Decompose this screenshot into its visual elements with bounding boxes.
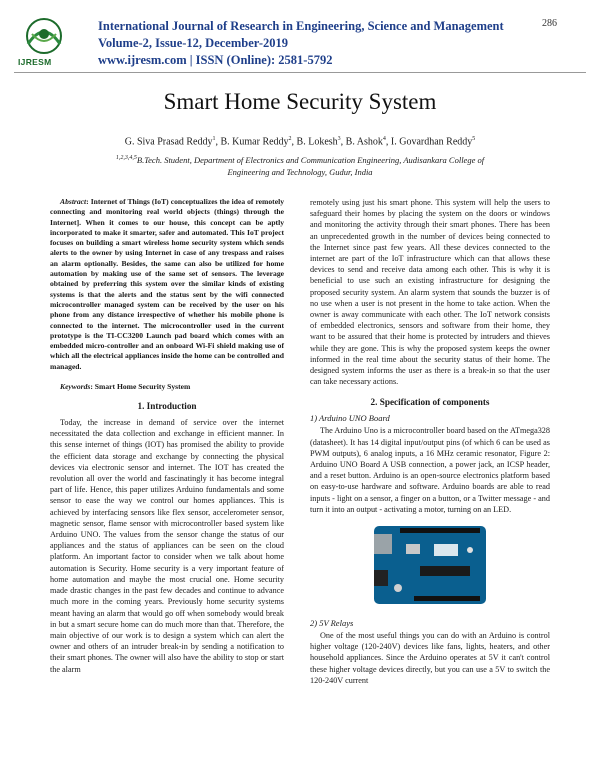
relay-paragraph: One of the most useful things you can do with an Arduino is control higher voltage (120-240V) devices like fans, lights, heaters, and other household appliances. Since the Arduino operates at 5V it can't control these higher voltage devices directly, but you can use a 5V to switch the 120-240V current: [310, 631, 550, 685]
paper-authors: G. Siva Prasad Reddy$^1$, B. Kumar Reddy$^2$, B. Lokesh$^3$, B. Ashok$^4$, I. Govardhan Reddy$^5$: [124, 136, 476, 148]
arduino-subheading: 1) Arduino UNO Board: [310, 413, 390, 424]
page-number: 286: [542, 18, 557, 29]
right-column: [310, 197, 550, 686]
journal-name: International Journal of Research in Engineering, Science and Management: [98, 19, 504, 33]
abstract: [50, 197, 284, 372]
journal-logo: [14, 14, 74, 60]
header-rule: [14, 72, 586, 73]
keywords-label: Keywords: [60, 382, 91, 392]
paper-title: Smart Home Security System: [163, 89, 437, 114]
paper-affiliation: [0, 152, 600, 178]
keywords: [50, 382, 284, 391]
journal-volume: Volume-2, Issue-12, December-2019: [98, 36, 289, 50]
intro-heading: 1. Introduction: [137, 401, 197, 412]
intro-paragraph: Today, the increase in demand of service over the internet necessitated the data collection and exchange in efficient manner. In this sense internet of things (IOT) has promised the ability to provide the efficient data storage and exchange by connecting the physical devices via electronic sensor and internet. The IOT has created the revolution all over the world and fascinatingly it has become integral part of life. Hence, this paper utilizes Arduino fundamentals and some sensor to ease the way we control our homes appliances. This is achieved by interfacing sensors like flex sensor, accelerometer sensor, magnetic sensor, flame sensor with microcontroller based system like Arduino UNO. The values from the sensor change the status of our appliances and the status of appliances can be seen on the cloud platform. An important factor to consider when we talk about home automation is Security. Home security is a very important feature of home automation and maybe the most crucial one. Home security made drastic changes in the past few decades and continue to advance much more in the coming years. Previously home security systems meant having an alarm that would go off when somebody would break in but a smart secure home can do much more than that. Therefore, the main objective of our work is to design a system which can alert the owner and others of an intruder break-in by sending a notification to their smart phones. The owner will also have the ability to stop or start the alarm: [50, 418, 284, 674]
keywords-text: : Smart Home Security System: [90, 382, 191, 392]
arduino-paragraph: The Arduino Uno is a microcontroller board based on the ATmega328 (datasheet). It has 14 digital input/output pins (of which 6 can be used as PWM outputs), 6 analog inputs, a 16 MHz ceramic resonator, Figure 2: Arduino UNO Board A USB connection, a power jack, an ICSP header, and a reset button. Arduino is an open-source electronics platform based on easy-to-use hardware and software. Arduino boards are able to read inputs - light on a sensor, a finger on a button, or a Twitter message - and turn it into an output - activating a motor, turning on an LED.: [310, 426, 550, 514]
logo-text: IJRESM: [18, 57, 52, 67]
journal-website: www.ijresm.com | ISSN (Online): 2581-5792: [98, 53, 333, 67]
arduino-board-image: [370, 520, 490, 610]
intro-continuation: remotely using just his smart phone. This system will help the users to safeguard their homes by placing the system on the doors or windows and monitoring the activity through their smart phones. There has been an unprecedented growth in the number of devices being connected to the Internet since past few years. All these devices connected to the internet are part of the IoT infrastructure which can that allows these devices to send and receive data among each other. This is why it is beneficial to use such an existing infrastructure for designing the proposed security system. An alarm system that sounds the buzzer is of no use when a user is not present in the home to take action. When the owner is away communicate with each other. The IoT network consists of embedded electronics, sensors and software from their home, they want to be assured that their home is protected by intruders and thieves while they are gone. This is why the proposed system keeps the owner informed in the real time about the security status of their home. The designed system informs the user as there is a break-in so that the user can take necessary actions.: [310, 198, 550, 387]
abstract-label: Abstract: [60, 197, 87, 206]
left-column: [50, 197, 284, 675]
spec-heading: 2. Specification of components: [370, 397, 490, 408]
affiliation-line-1: B.Tech. Student, Department of Electronics and Communication Engineering, Audisankara College of: [136, 154, 485, 165]
journal-header: [98, 18, 504, 69]
abstract-text: : Internet of Things (IoT) conceptualizes the idea of remotely connecting and monitoring real world objects (things) through the Internet]. When it comes to our house, this concept can be aptly incorporated to make it smarter, safer and automated. This IoT project focuses on building a smart wireless home security system which sends alerts to the owner by using Internet in case of any trespass and raises an alarm optionally. Besides, the same can also be utilized for home automation by making use of the same set of sensors. The leverage obtained by preferring this system over the similar kinds of existing systems is that the alerts and the status sent by the wifi connected microcontroller managed system can be received by the user on his phone from any distance irrespective of whether his mobile phone is connected to the internet. The microcontroller used in the current prototype is the TI-CC3200 Launch pad board which comes with an embedded micro-controller and an onboard Wi-Fi shield making use of which all the electrical appliances inside the home can be controlled and managed.: [50, 197, 284, 371]
affiliation-superscript: 1,2,3,4,5: [115, 155, 137, 161]
relay-subheading: 2) 5V Relays: [310, 618, 354, 629]
affiliation-line-2: Engineering and Technology, Gudur, India: [227, 166, 373, 177]
